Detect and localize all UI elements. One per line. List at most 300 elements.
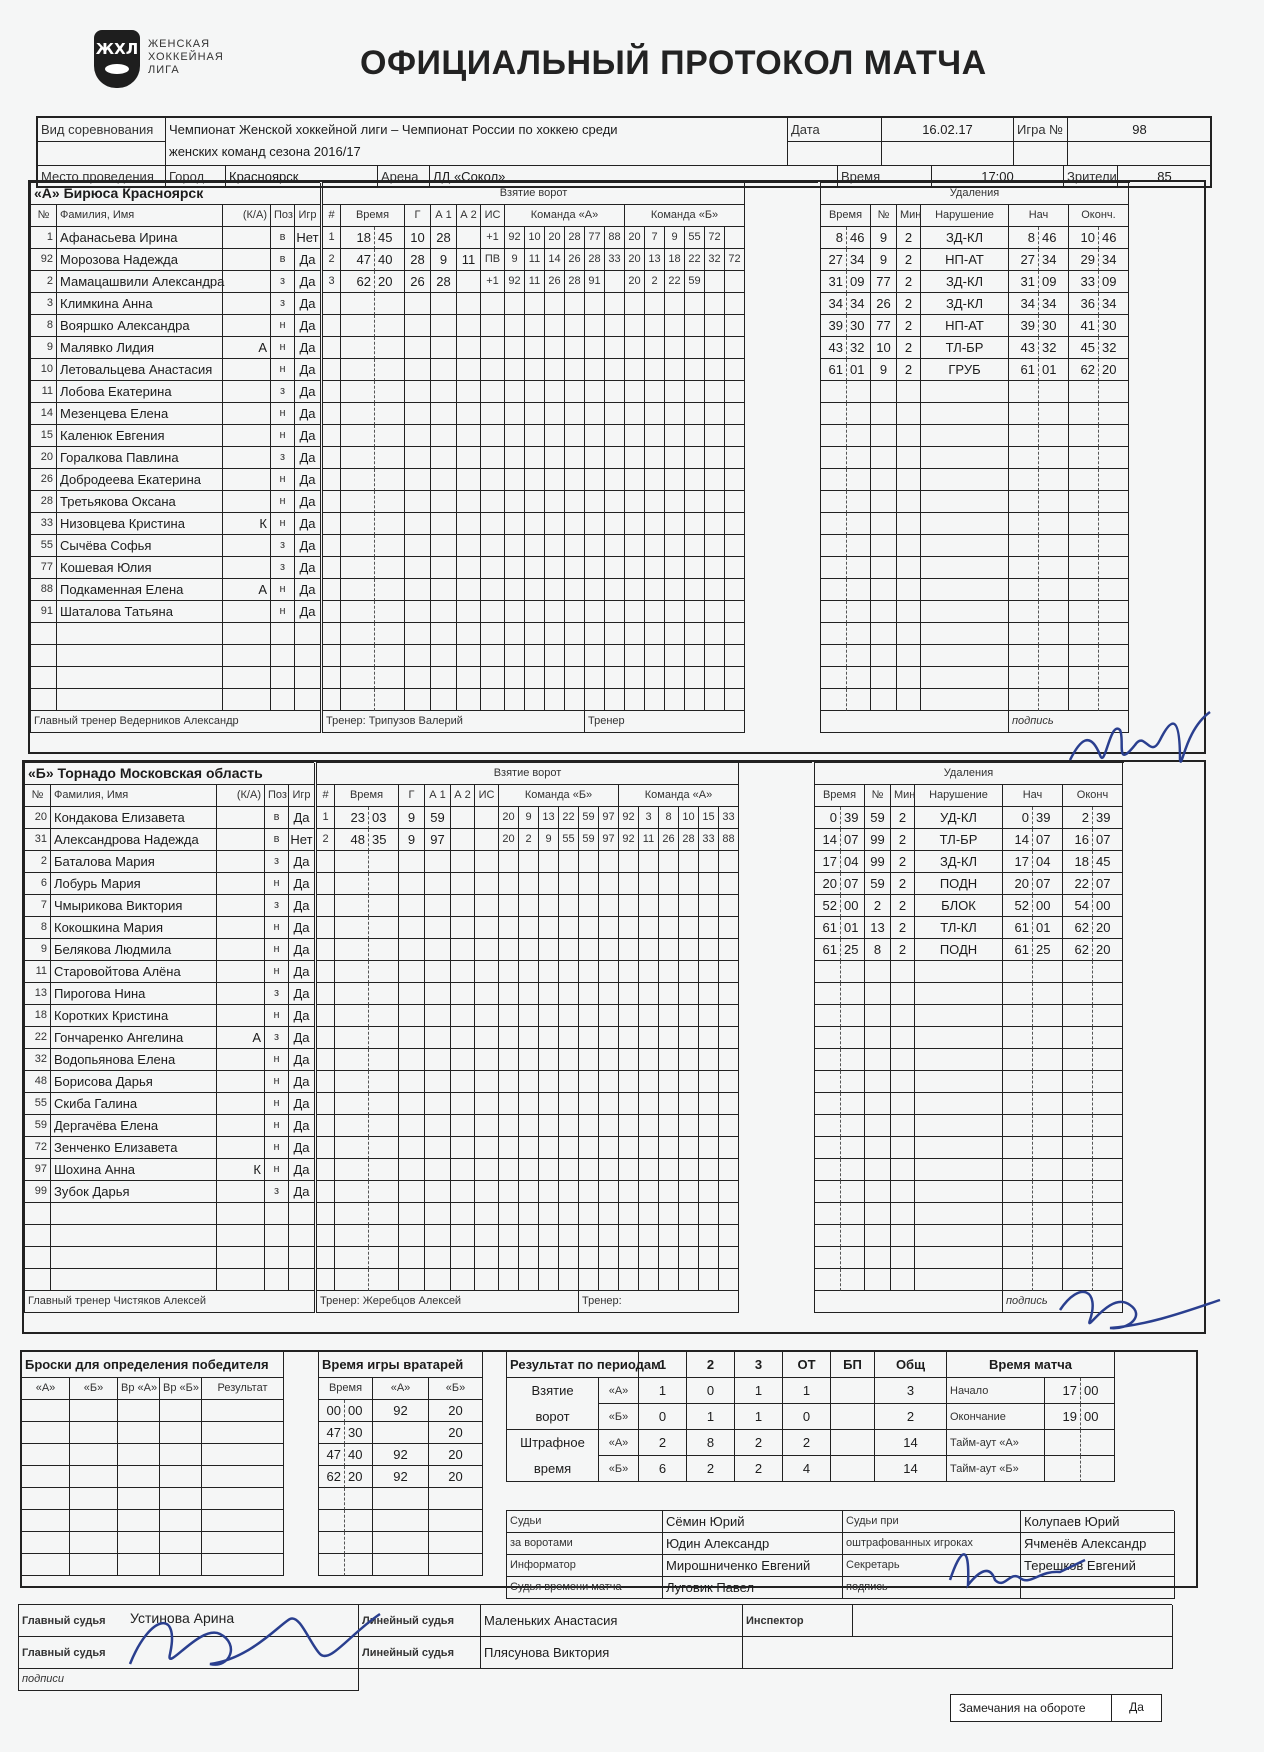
goal-second (375, 491, 405, 513)
pen-infraction (921, 667, 1009, 689)
pen-start-sec (1039, 447, 1069, 469)
on-ice-own (565, 645, 585, 667)
on-ice-opp (645, 491, 665, 513)
player-number: 10 (31, 359, 57, 381)
goal-second (369, 1093, 399, 1115)
pen-start-min (1009, 381, 1039, 403)
on-ice-opp (679, 1005, 699, 1027)
goal-second (375, 689, 405, 711)
goal-number (317, 851, 335, 873)
goal-number (323, 689, 341, 711)
goal-scorer (399, 895, 425, 917)
player-played: Да (295, 249, 321, 271)
pen-player (865, 1071, 891, 1093)
on-ice-opp (699, 1093, 719, 1115)
pen-end-sec (1093, 1159, 1123, 1181)
player-position: з (265, 851, 289, 873)
goal-minute (341, 623, 375, 645)
goal-scorer (405, 403, 431, 425)
on-ice-own (539, 1181, 559, 1203)
pen-minute: 61 (815, 939, 841, 961)
shootout-cell (160, 1444, 202, 1466)
goal-number (323, 359, 341, 381)
on-ice-own (579, 939, 599, 961)
on-ice-own (505, 293, 525, 315)
on-ice-own (539, 961, 559, 983)
judge-name: Юдин Александр (663, 1533, 843, 1555)
on-ice-opp (619, 1247, 639, 1269)
on-ice-opp (665, 513, 685, 535)
pen-start-sec (1039, 381, 1069, 403)
on-ice-opp (625, 667, 645, 689)
pen-end-sec: 32 (1099, 337, 1129, 359)
on-ice-opp (659, 1181, 679, 1203)
pen-infraction (915, 1071, 1003, 1093)
on-ice-own (605, 359, 625, 381)
player-name (51, 1203, 217, 1225)
player-ka (217, 961, 265, 983)
on-ice-own (579, 917, 599, 939)
pen-minute (821, 469, 847, 491)
pen-start-sec (1039, 425, 1069, 447)
pen-player: 10 (871, 337, 897, 359)
on-ice-own (585, 447, 605, 469)
pen-minute: 17 (815, 851, 841, 873)
on-ice-own (545, 689, 565, 711)
pen-start-sec: 32 (1039, 337, 1069, 359)
on-ice-opp: 28 (679, 829, 699, 851)
shootout-cell (118, 1466, 160, 1488)
on-ice-opp (619, 1115, 639, 1137)
goal-minute (335, 1159, 369, 1181)
player-ka (217, 851, 265, 873)
pen-start-sec (1033, 1203, 1063, 1225)
goalie-a (373, 1554, 429, 1576)
pen-end-sec (1099, 403, 1129, 425)
goal-second (375, 337, 405, 359)
player-ka: А (223, 337, 271, 359)
player-ka (223, 557, 271, 579)
pen-player: 77 (871, 315, 897, 337)
goal-situation: ПВ (481, 249, 505, 271)
pen-end-min: 62 (1063, 917, 1093, 939)
goal-number (317, 1181, 335, 1203)
on-ice-opp (665, 359, 685, 381)
on-ice-own (519, 1071, 539, 1093)
player-name (51, 1225, 217, 1247)
player-position: з (271, 535, 295, 557)
on-ice-own: 20 (499, 807, 519, 829)
pen-start-min (1003, 1181, 1033, 1203)
on-ice-opp: 22 (665, 271, 685, 293)
player-played (289, 1203, 315, 1225)
on-ice-opp (639, 873, 659, 895)
shootout-cell (202, 1510, 284, 1532)
on-ice-opp (725, 271, 745, 293)
player-name: Баталова Мария (51, 851, 217, 873)
match-time-title: Время матча (947, 1352, 1115, 1378)
pen-end-sec (1093, 1071, 1123, 1093)
on-ice-opp (699, 1071, 719, 1093)
goal-assist-1 (431, 601, 457, 623)
player-ka (217, 1181, 265, 1203)
on-ice-opp (719, 1049, 739, 1071)
player-played: Да (295, 557, 321, 579)
pen-infraction: ЗД-КЛ (921, 271, 1009, 293)
pen-second: 01 (847, 359, 871, 381)
pen-infraction (921, 491, 1009, 513)
on-ice-own (539, 1247, 559, 1269)
goal-assist-2 (457, 315, 481, 337)
goal-number (323, 315, 341, 337)
pen-end-min (1063, 1159, 1093, 1181)
on-ice-own (559, 1181, 579, 1203)
goal-scorer (405, 601, 431, 623)
pen-infraction (921, 535, 1009, 557)
on-ice-opp (699, 1181, 719, 1203)
goal-scorer (399, 1071, 425, 1093)
on-ice-opp (685, 513, 705, 535)
pen-start-sec (1033, 1181, 1063, 1203)
player-position (265, 1247, 289, 1269)
on-ice-opp (659, 1093, 679, 1115)
pen-start-sec: 34 (1039, 293, 1069, 315)
pen-minute (821, 513, 847, 535)
goal-time-header: Время (335, 785, 399, 807)
on-ice-own (599, 851, 619, 873)
goal-scorer (405, 667, 431, 689)
goal-scorer (399, 983, 425, 1005)
pen-second (841, 1247, 865, 1269)
pen-time-header: Время (821, 205, 871, 227)
pen-minute (821, 447, 847, 469)
on-ice-opp (625, 623, 645, 645)
on-ice-own (539, 1049, 559, 1071)
goal-assist-2 (457, 403, 481, 425)
shootout-cell (160, 1466, 202, 1488)
on-ice-opp (619, 1093, 639, 1115)
on-ice-own (605, 579, 625, 601)
pen-end-header: Оконч. (1069, 205, 1129, 227)
pen-player: 8 (865, 939, 891, 961)
goal-scorer (399, 851, 425, 873)
pen-end-sec (1099, 425, 1129, 447)
player-position: н (265, 939, 289, 961)
player-ka (217, 1225, 265, 1247)
pen-start-min: 31 (1009, 271, 1039, 293)
on-ice-opp (719, 873, 739, 895)
on-ice-opp (659, 1159, 679, 1181)
on-ice-opp (719, 851, 739, 873)
pen-start-sec (1033, 1027, 1063, 1049)
on-ice-opp (639, 1269, 659, 1291)
on-ice-opp (685, 601, 705, 623)
on-ice-opp (725, 689, 745, 711)
shootout-cell (70, 1466, 118, 1488)
player-ka (223, 535, 271, 557)
pen-minutes: 2 (897, 359, 921, 381)
goal-second (375, 667, 405, 689)
judge-name-2 (1021, 1577, 1175, 1599)
player-name (57, 645, 223, 667)
pen-end-min (1069, 491, 1099, 513)
goal-scorer (405, 513, 431, 535)
pen-player (865, 1247, 891, 1269)
player-name (57, 623, 223, 645)
on-ice-opp (719, 1137, 739, 1159)
player-played: Да (295, 447, 321, 469)
goal-assist-1 (425, 939, 451, 961)
goal-scorer (399, 1181, 425, 1203)
on-ice-opp (639, 1115, 659, 1137)
on-ice-own (525, 645, 545, 667)
pen-player (871, 513, 897, 535)
goal-second (369, 1269, 399, 1291)
pen-start-min: 8 (1009, 227, 1039, 249)
pen-player (865, 1049, 891, 1071)
pen-second (847, 425, 871, 447)
on-ice-own (559, 1137, 579, 1159)
pen-start-min (1003, 1269, 1033, 1291)
on-ice-opp (705, 535, 725, 557)
on-ice-own (545, 645, 565, 667)
on-ice-own (499, 983, 519, 1005)
on-ice-opp (645, 579, 665, 601)
pen-start-min: 43 (1009, 337, 1039, 359)
period-value (831, 1430, 875, 1456)
shootout-cell (160, 1488, 202, 1510)
player-played (289, 1225, 315, 1247)
on-ice-opp (639, 1027, 659, 1049)
on-ice-opp (659, 1071, 679, 1093)
shootout-cell (160, 1422, 202, 1444)
player-position: в (265, 807, 289, 829)
goal-scorer (405, 469, 431, 491)
goal-number (317, 1159, 335, 1181)
period-value: 1 (735, 1378, 783, 1404)
on-ice-own (539, 1005, 559, 1027)
on-ice-opp (619, 917, 639, 939)
on-ice-opp (659, 1269, 679, 1291)
pen-second: 25 (841, 939, 865, 961)
goal-second (375, 359, 405, 381)
pen-start-min: 14 (1003, 829, 1033, 851)
on-ice-opp: 72 (705, 227, 725, 249)
on-ice-opp (679, 1071, 699, 1093)
pen-infraction (915, 1159, 1003, 1181)
goal-second (369, 1115, 399, 1137)
goal-second (375, 447, 405, 469)
on-ice-own (499, 1203, 519, 1225)
player-position: н (265, 1159, 289, 1181)
goal-situation (481, 315, 505, 337)
player-name: Морозова Надежда (57, 249, 223, 271)
goal-number (323, 535, 341, 557)
match-time-hour (1045, 1430, 1081, 1456)
time-label: Время (838, 166, 932, 188)
on-ice-opp: 92 (619, 807, 639, 829)
on-ice-opp (705, 623, 725, 645)
goal-number (317, 1247, 335, 1269)
on-ice-opp (705, 315, 725, 337)
on-ice-own (599, 873, 619, 895)
goal-assist-1 (425, 1203, 451, 1225)
on-ice-opp (659, 939, 679, 961)
on-ice-opp (679, 1181, 699, 1203)
shootout-cell (202, 1532, 284, 1554)
match-time-label: Тайм-аут «Б» (947, 1456, 1045, 1482)
pen-player (865, 1225, 891, 1247)
goal-second (369, 939, 399, 961)
pen-minutes (891, 1203, 915, 1225)
on-ice-opp (685, 381, 705, 403)
goal-number (323, 645, 341, 667)
on-ice-opp (645, 513, 665, 535)
goal-number (317, 895, 335, 917)
pen-minutes (897, 623, 921, 645)
pen-start-sec (1033, 983, 1063, 1005)
city-label: Город (166, 166, 226, 188)
goal-minute (335, 1027, 369, 1049)
on-ice-opp (665, 557, 685, 579)
on-ice-own (545, 469, 565, 491)
goalie-b (429, 1510, 483, 1532)
on-ice-own (525, 293, 545, 315)
pen-minute: 43 (821, 337, 847, 359)
goal-minute (335, 1115, 369, 1137)
player-played (295, 623, 321, 645)
goal-assist-1 (431, 557, 457, 579)
on-ice-own (599, 895, 619, 917)
goal-own-team-header: Команда «Б» (499, 785, 619, 807)
pen-minute (821, 557, 847, 579)
goalie-a (373, 1510, 429, 1532)
on-ice-own (579, 1071, 599, 1093)
pen-second: 07 (841, 829, 865, 851)
on-ice-own (525, 579, 545, 601)
on-ice-opp (719, 1159, 739, 1181)
goal-situation (481, 579, 505, 601)
on-ice-opp (659, 1005, 679, 1027)
goal-number (317, 917, 335, 939)
pen-start-sec (1033, 1071, 1063, 1093)
on-ice-own (545, 601, 565, 623)
shootout-cell (70, 1444, 118, 1466)
on-ice-opp (665, 579, 685, 601)
on-ice-own (605, 491, 625, 513)
pen-player: 77 (871, 271, 897, 293)
goal-second (375, 601, 405, 623)
pen-start-sec (1039, 535, 1069, 557)
on-ice-opp (685, 359, 705, 381)
pen-minutes (897, 447, 921, 469)
shootout-cell (160, 1400, 202, 1422)
goal-minute (335, 1093, 369, 1115)
pen-minute (821, 491, 847, 513)
goal-second (369, 983, 399, 1005)
pen-start-min (1009, 535, 1039, 557)
on-ice-opp (645, 689, 665, 711)
pen-minutes (897, 513, 921, 535)
pen-end-sec: 45 (1093, 851, 1123, 873)
goalie-time-table (318, 1352, 482, 1576)
goalie-b-header: «Б» (429, 1378, 483, 1400)
player-ka (217, 1093, 265, 1115)
pen-end-sec (1099, 535, 1129, 557)
goalie-second: 40 (345, 1444, 373, 1466)
pen-start-sec (1039, 579, 1069, 601)
goals-title: Взятие ворот (317, 763, 739, 785)
player-name: Афанасьева Ирина (57, 227, 223, 249)
pen-infraction (915, 1203, 1003, 1225)
pen-minutes (891, 1093, 915, 1115)
goal-second (369, 1203, 399, 1225)
pen-player (871, 689, 897, 711)
on-ice-own (519, 917, 539, 939)
pen-start-min (1009, 689, 1039, 711)
on-ice-opp (625, 601, 645, 623)
pen-infraction: УД-КЛ (915, 807, 1003, 829)
on-ice-opp: 72 (725, 249, 745, 271)
city-value: Красноярск (226, 166, 378, 188)
pen-player: 26 (871, 293, 897, 315)
goal-assist-1 (425, 1225, 451, 1247)
goal-scorer: 9 (399, 829, 425, 851)
player-ka (223, 623, 271, 645)
goalie-b: 20 (429, 1400, 483, 1422)
goal-assist-2 (451, 873, 475, 895)
pen-start-min (1009, 667, 1039, 689)
player-position: н (265, 917, 289, 939)
pen-minute (815, 1159, 841, 1181)
player-name: Пирогова Нина (51, 983, 217, 1005)
player-played: Да (289, 851, 315, 873)
pen-end-sec (1093, 983, 1123, 1005)
player-played: Да (295, 535, 321, 557)
goal-second (369, 1225, 399, 1247)
referee-label-2: Главный судья (19, 1637, 359, 1669)
goal-scorer (405, 337, 431, 359)
goals-title: Взятие ворот (323, 183, 745, 205)
player-number: 3 (31, 293, 57, 315)
remarks-box (950, 1694, 1162, 1722)
on-ice-own (499, 1159, 519, 1181)
pen-second (841, 961, 865, 983)
on-ice-own (599, 1071, 619, 1093)
player-played: Да (289, 1115, 315, 1137)
player-ka (217, 895, 265, 917)
pen-start-min (1009, 513, 1039, 535)
goal-number (317, 873, 335, 895)
pen-infraction: ГРУБ (921, 359, 1009, 381)
pen-minutes (897, 469, 921, 491)
goal-second (369, 1049, 399, 1071)
goal-second (375, 381, 405, 403)
on-ice-own (579, 983, 599, 1005)
pen-end-sec (1093, 1115, 1123, 1137)
pen-minutes (897, 557, 921, 579)
on-ice-opp (639, 1093, 659, 1115)
on-ice-opp (665, 315, 685, 337)
goal-scorer (405, 425, 431, 447)
player-name: Лобова Екатерина (57, 381, 223, 403)
linesman-2: Плясунова Виктория (481, 1637, 743, 1669)
on-ice-own (519, 873, 539, 895)
player-number: 55 (31, 535, 57, 557)
on-ice-own: 97 (599, 807, 619, 829)
pen-player (871, 601, 897, 623)
date-value: 16.02.17 (882, 118, 1014, 142)
